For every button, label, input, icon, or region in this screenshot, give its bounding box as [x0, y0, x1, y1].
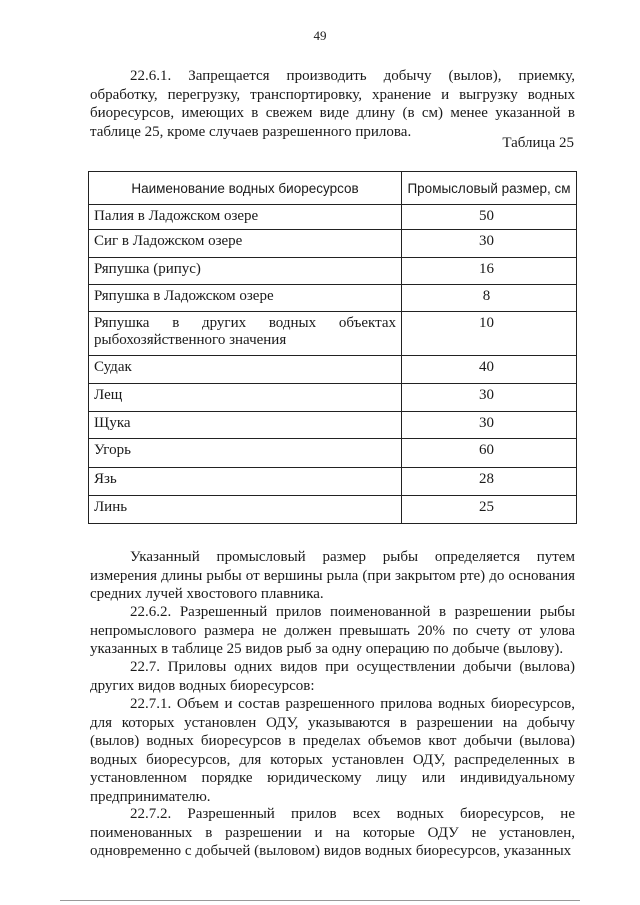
table-row	[89, 384, 577, 412]
commercial-size-cell: 8	[402, 285, 577, 312]
paragraph-size-definition: Указанный промысловый размер рыбы определяется путем измерения длины рыбы от вершины рыла (при закрытом рте) до основания средних лучей хвостового плавника.	[90, 549, 575, 602]
species-name-cell: Ряпушка в других водных объектах рыбохозяйственного значения	[89, 312, 402, 356]
species-name-cell: Щука	[89, 412, 402, 439]
table-row	[89, 205, 577, 230]
commercial-size-cell: 28	[402, 468, 577, 496]
species-name-cell: Лещ	[89, 384, 402, 412]
table-row	[89, 258, 577, 285]
commercial-size-cell: 40	[402, 356, 577, 384]
paragraph-22-6-1: 22.6.1. Запрещается производить добычу (вылов), приемку, обработку, перегрузку, транспортировку, хранение и выгрузку водных биоресурсов, имеющих в свежем виде длину (в см) менее указанной в таблице 25, кроме случаев разрешенного прилова.	[90, 68, 575, 140]
table-row	[89, 468, 577, 496]
commercial-size-cell: 30	[402, 412, 577, 439]
table-row	[89, 285, 577, 312]
scan-edge-line	[60, 900, 580, 901]
table-row	[89, 230, 577, 258]
table-row	[89, 496, 577, 524]
table-row	[89, 312, 577, 356]
species-name-cell: Судак	[89, 356, 402, 384]
commercial-size-cell: 60	[402, 439, 577, 468]
commercial-size-cell: 10	[402, 312, 577, 356]
paragraph-22-7-1: 22.7.1. Объем и состав разрешенного прилова водных биоресурсов, для которых установлен ОДУ, указываются в разрешении на добычу (вылов) водных биоресурсов в пределах объемов квот добычи (вылова) водных биоресурсов, для которых установлен ОДУ, распределенных в установленном порядке юридическому лицу или индивидуальному предпринимателю.	[90, 696, 575, 805]
commercial-size-cell: 30	[402, 384, 577, 412]
commercial-size-cell: 50	[402, 205, 577, 230]
paragraph-22-7-2: 22.7.2. Разрешенный прилов всех водных биоресурсов, не поименованных в разрешении и на которые ОДУ не установлен, одновременно с добычей (выловом) видов водных биоресурсов, указанных	[90, 806, 575, 859]
species-name-cell: Ряпушка (рипус)	[89, 258, 402, 285]
commercial-size-table	[88, 171, 577, 524]
species-name-cell: Палия в Ладожском озере	[89, 205, 402, 230]
table-caption: Таблица 25	[502, 135, 574, 151]
species-name-cell: Линь	[89, 496, 402, 524]
table-header-row	[89, 172, 577, 205]
table-row	[89, 439, 577, 468]
species-name-cell: Угорь	[89, 439, 402, 468]
commercial-size-cell: 16	[402, 258, 577, 285]
table-row	[89, 412, 577, 439]
species-name-cell: Язь	[89, 468, 402, 496]
paragraph-22-7: 22.7. Приловы одних видов при осуществлении добычи (вылова) других видов водных биоресурсов:	[90, 659, 575, 694]
paragraph-22-6-2: 22.6.2. Разрешенный прилов поименованной в разрешении рыбы непромыслового размера не должен превышать 20% по счету от улова указанных в таблице 25 видов рыб за одну операцию по добыче (вылову).	[90, 604, 575, 657]
commercial-size-cell: 30	[402, 230, 577, 258]
column-header-size: Промысловый размер, см	[402, 172, 577, 205]
page-number: 49	[313, 28, 327, 43]
table-row	[89, 356, 577, 384]
species-name-cell: Сиг в Ладожском озере	[89, 230, 402, 258]
table-body	[89, 205, 577, 524]
column-header-name: Наименование водных биоресурсов	[89, 172, 402, 205]
species-name-cell: Ряпушка в Ладожском озере	[89, 285, 402, 312]
commercial-size-cell: 25	[402, 496, 577, 524]
